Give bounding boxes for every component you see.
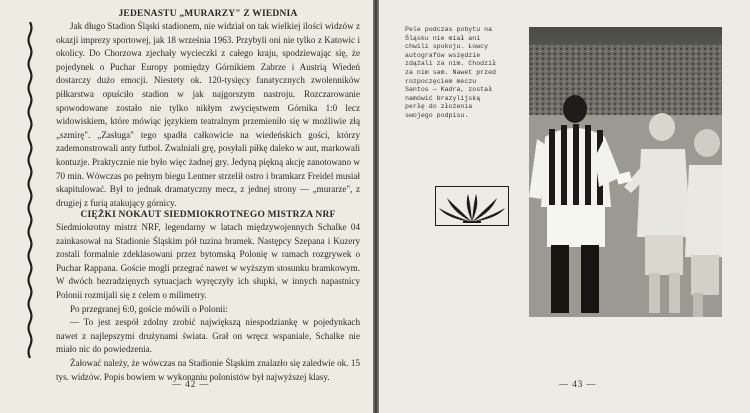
photo-illustration [529,27,722,317]
wavy-margin-line [26,22,34,362]
pele-photo [529,27,722,317]
section-paragraph-austria: Jak długo Stadion Śląski stadionem, nie widział on tak wielkiej ilości widzów z okazji imprezy sportowej, jak 18 września 1963. Przybyli oni nie tylko z Katowic i okolicy. Do Chorzowa zjechały wycieczki z całego kraju, spodziewając się, że pojedynek o Puchar Europy pomiędzy Górnikiem Zabrze i Austrią Wiedeń dostarczy dużo emocji. Niestety ok. 120-tysięcy fanatycznych zwolenników piłkarstwa opuściło stadion w jak najgorszym nastroju. Rozczarowanie spowodowane zostało nie tylko nikłym zwycięstwem Górnika 1:0 lecz widowiskiem, które mówiąc językiem teatralnym przemieniło się w możliwie złą „szmirę". „Zasługa" tego spadła całkowicie na wiedeńskich gości, którzy zademonstrowali anty futbol. Zwalniali grę, posyłali piłkę daleko w aut, markowali kontuzje. Praktycznie nie było więc żadnej gry. Jedyną piękną akcję zanotowano w 70 min. Wówczas po pełnym biegu Lentner strzelił ostro i bramkarz Freidel musiał skapitulować. Był to jednak dramatyczny mecz, z jednej strony — „murarze", z drugiej z furią atakujący górnicy. [56,21,360,208]
section-title-schalke: CIĘŻKI NOKAUT SIEDMIOKROTNEGO MISTRZA NRF [80,210,336,220]
page-number-right: — 43 — [559,379,597,389]
decorative-ornament-icon [435,186,509,226]
section-paragraph-schalke-3: — To jest zespół zdolny zrobić największą niespodziankę w pojedynkach nawet z najlepszymi drużynami świata. Grał on wręcz wspaniale, Schalke nie miało nic do powiedzenia. [56,317,360,355]
right-page [379,0,750,413]
left-page [0,0,373,413]
section-paragraph-schalke-1: Siedmiokrotny mistrz NRF, legendarny w latach międzywojennych Schalke 04 zainkasował na Stadionie Śląskim pół tuzina bramek. Następcy Szepana i Kuzery zostali formalnie zdeklasowani przez bytomską Polonię w ramach rozgrywek o Puchar Rappana. Goście mogli przegrać nawet w wyższym stosunku bramkowym. W dwóch bezradzięnych sytuacjach wyręczyły ich słupki, w innych napastnicy Polonii rozmijali się z celem o milimetry. [56,222,360,300]
section-paragraph-schalke-2: Po przegranej 6:0, goście mówili o Polonii: [70,303,228,314]
section-austria [56,8,360,210]
section-schalke [56,209,360,384]
photo-caption: Pele podczas pobytu na Śląsku nie miał ani chwili spokoju. Łowcy autografów wszędzie zdążali za nim. Chodził za nim sam. Nawet przed rozpoczęciem meczu Santos — Kadra, został namówić brazylijską perłę do złożenia swojego podpisu. [405,26,497,119]
section-paragraph-schalke-4: Żałować należy, że wówczas na Stadionie Śląskim znalazło się zaledwie ok. 15 tys. widzów. Popis bowiem w wykonaniu polonistów był najwyższej klasy. [56,357,360,382]
section-title-austria: JEDENASTU „MURARZY" Z WIEDNIA [118,9,298,19]
page-number-left: — 42 — [172,379,210,389]
